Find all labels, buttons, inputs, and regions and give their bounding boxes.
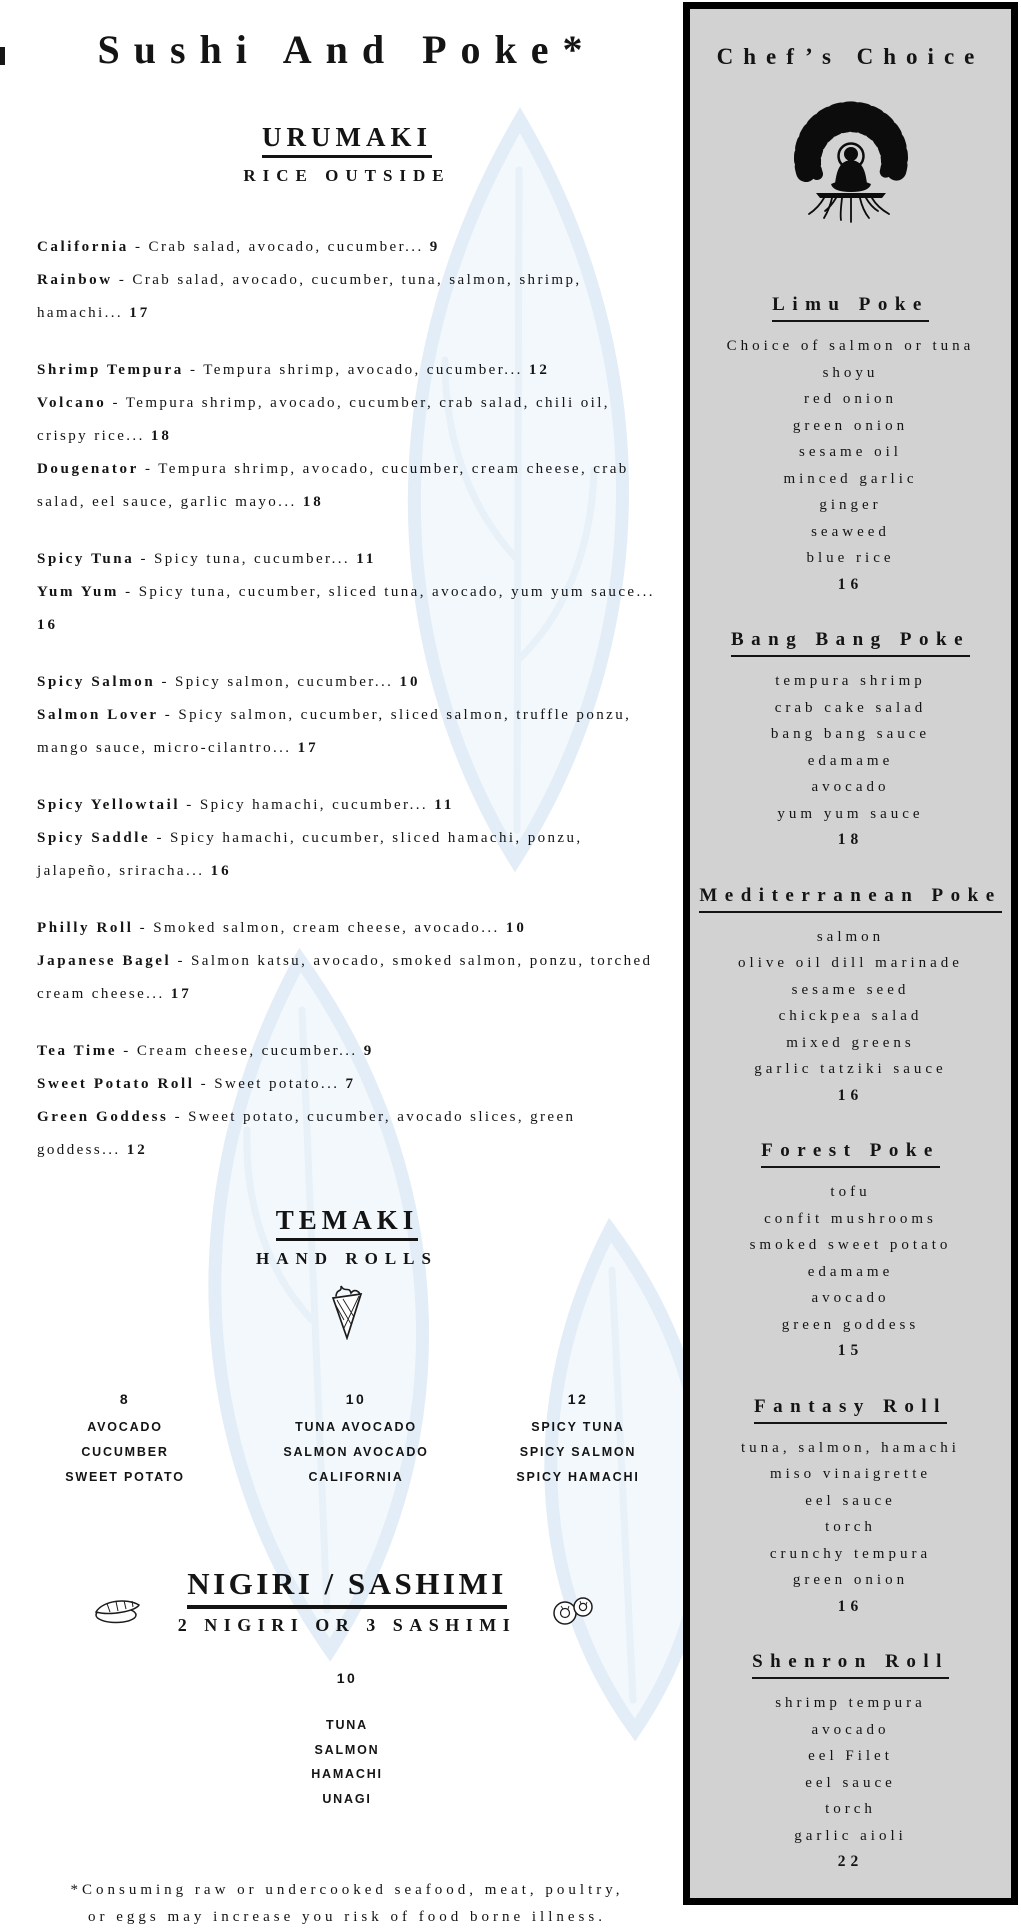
item-name: Philly Roll xyxy=(37,920,134,936)
chef-section-price: 15 xyxy=(837,1342,864,1359)
menu-item: Spicy Tuna - Spicy tuna, cucumber... 11 xyxy=(37,551,377,567)
chef-section-line: yum yum sauce xyxy=(777,805,924,822)
item-name: Salmon Lover xyxy=(37,707,159,723)
item-description: Spicy hamachi, cucumber... xyxy=(199,797,429,813)
page-title: Sushi And Poke* xyxy=(97,27,597,72)
urumaki-title-text: URUMAKI xyxy=(262,120,432,158)
nigiri-item: SALMON xyxy=(314,1742,380,1757)
nigiri-item-list xyxy=(37,1713,657,1811)
chef-section-line: miso vinaigrette xyxy=(769,1466,932,1482)
chef-section-line: tofu xyxy=(830,1184,871,1200)
item-price: 11 xyxy=(356,551,377,567)
chef-section-line: green goddess xyxy=(781,1316,920,1333)
item-price: 10 xyxy=(505,920,527,936)
urumaki-subtitle: RICE OUTSIDE xyxy=(243,166,451,185)
chefs-choice-title: Chef’s Choice xyxy=(716,44,985,69)
chef-section-line: avocado xyxy=(811,779,890,795)
menu-group xyxy=(37,789,657,888)
chef-section-title-text: Fantasy Roll xyxy=(754,1393,947,1424)
temaki-item: SPICY SALMON xyxy=(519,1445,637,1459)
menu-group xyxy=(37,666,657,765)
item-price: 17 xyxy=(129,305,151,321)
menu-item: Tea Time - Cream cheese, cucumber... 9 xyxy=(37,1043,375,1059)
chef-section-line: confit mushrooms xyxy=(764,1210,937,1227)
urumaki-item-list xyxy=(37,231,657,1167)
maki-roll-icon xyxy=(551,1594,595,1626)
nigiri-item: TUNA xyxy=(326,1718,368,1732)
chef-section-line: sesame seed xyxy=(791,981,910,998)
menu-item: Spicy Salmon - Spicy salmon, cucumber... 10 xyxy=(37,674,421,690)
chef-section-line: crab cake salad xyxy=(774,699,927,716)
temaki-subtitle: HAND ROLLS xyxy=(256,1249,438,1268)
nigiri-icon xyxy=(92,1594,142,1624)
menu-item: Spicy Yellowtail - Spicy hamachi, cucumber... 11 xyxy=(37,797,455,813)
item-price: 11 xyxy=(434,797,455,813)
bodhi-tree-buddha-logo xyxy=(786,100,916,226)
temaki-price: 12 xyxy=(567,1391,589,1407)
chef-section-line: tempura shrimp xyxy=(775,673,926,689)
chef-section-line: blue rice xyxy=(806,550,895,566)
temaki-item: SALMON AVOCADO xyxy=(283,1445,429,1459)
chef-section-line: Choice of salmon or tuna xyxy=(726,338,975,354)
temaki-price: 10 xyxy=(345,1391,367,1407)
chef-section-title-text: Mediterranean Poke xyxy=(699,882,1001,913)
temaki-cone-wrap xyxy=(37,1284,657,1345)
chef-section-line: smoked sweet potato xyxy=(749,1237,952,1253)
nigiri-title-text: NIGIRI / SASHIMI xyxy=(187,1564,507,1609)
chef-section-line: chickpea salad xyxy=(778,1008,923,1024)
item-price: 7 xyxy=(345,1076,357,1092)
chef-section-line: ginger xyxy=(819,497,882,513)
item-price: 17 xyxy=(170,986,192,1002)
chef-section-price: 22 xyxy=(837,1853,864,1870)
chef-section-title xyxy=(690,1648,1011,1679)
temaki-price: 8 xyxy=(119,1391,131,1407)
chef-section-title xyxy=(690,626,1011,657)
menu-item: Spicy Saddle - Spicy hamachi, cucumber, sliced hamachi, ponzu, jalapeño, sriracha... 16 xyxy=(37,830,583,879)
chef-section-line: bang bang sauce xyxy=(770,726,931,742)
item-price: 17 xyxy=(297,740,319,756)
menu-item: Rainbow - Crab salad, avocado, cucumber, tuna, salmon, shrimp, hamachi... 17 xyxy=(37,272,582,321)
chef-section-line: eel sauce xyxy=(805,1774,896,1791)
nigiri-item: HAMACHI xyxy=(311,1767,383,1781)
temaki-item: CUCUMBER xyxy=(81,1445,169,1459)
chef-section-title-text: Limu Poke xyxy=(772,291,929,322)
item-description: Spicy salmon, cucumber... xyxy=(175,674,394,690)
menu-item: Yum Yum - Spicy tuna, cucumber, sliced tuna, avocado, yum yum sauce... 16 xyxy=(37,584,655,633)
item-description: Cream cheese, cucumber... xyxy=(136,1043,358,1059)
temaki-section-head xyxy=(37,1203,657,1345)
chef-section xyxy=(690,291,1011,598)
nigiri-item: UNAGI xyxy=(322,1791,372,1806)
menu-group xyxy=(37,231,657,330)
item-description: Tempura shrimp, avocado, cucumber, crab salad, chili oil, crispy rice... xyxy=(37,395,610,444)
chef-section-line: seaweed xyxy=(811,523,890,540)
menu-item: Green Goddess - Sweet potato, cucumber, avocado slices, green goddess... 12 xyxy=(37,1109,576,1158)
footnote-line-2: or eggs may increase you risk of food borne illness. xyxy=(88,1909,606,1925)
menu-item: Salmon Lover - Spicy salmon, cucumber, sliced salmon, truffle ponzu, mango sauce, micro-cilantro... 17 xyxy=(37,707,632,756)
item-description: Spicy tuna, cucumber, sliced tuna, avocado, yum yum sauce... xyxy=(138,584,655,600)
bodhi-logo-wrap xyxy=(690,100,1011,231)
item-name: Yum Yum xyxy=(37,584,119,600)
chef-section xyxy=(690,1393,1011,1621)
item-name: Shrimp Tempura xyxy=(37,362,184,378)
menu-group xyxy=(37,354,657,519)
chef-section xyxy=(690,882,1011,1110)
item-description: Spicy hamachi, cucumber, sliced hamachi, ponzu, jalapeño, sriracha... xyxy=(37,830,583,879)
footnote-line-1: *Consuming raw or undercooked seafood, meat, poultry, xyxy=(70,1882,624,1898)
chef-section-line: edamame xyxy=(807,1263,894,1280)
item-name: Sweet Potato Roll xyxy=(37,1076,195,1092)
chef-section-line: red onion xyxy=(803,391,898,407)
chef-section-title xyxy=(690,882,1011,913)
chef-section-line: torch xyxy=(825,1801,876,1817)
chef-section-line: avocado xyxy=(811,1721,890,1738)
chef-section-line: eel sauce xyxy=(805,1492,896,1509)
nigiri-price: 10 xyxy=(336,1670,358,1686)
chef-section-price: 18 xyxy=(837,831,864,848)
footnote xyxy=(37,1877,657,1931)
item-description: Crab salad, avocado, cucumber, tuna, salmon, shrimp, hamachi... xyxy=(37,272,582,321)
item-name: Spicy Saddle xyxy=(37,830,151,846)
chef-section xyxy=(690,1137,1011,1365)
item-description: Smoked salmon, cream cheese, avocado... xyxy=(153,920,500,936)
temaki-item: TUNA AVOCADO xyxy=(295,1420,417,1434)
chef-section-line: green onion xyxy=(792,417,909,434)
item-description: Sweet potato... xyxy=(214,1076,340,1092)
menu-item: Philly Roll - Smoked salmon, cream cheese, avocado... 10 xyxy=(37,920,527,936)
chef-section-line: tuna, salmon, hamachi xyxy=(741,1439,960,1456)
chef-section-title xyxy=(690,1137,1011,1168)
chef-section-line: garlic tatziki sauce xyxy=(754,1061,947,1077)
chef-section-title-text: Forest Poke xyxy=(761,1137,940,1168)
item-price: 12 xyxy=(528,362,550,378)
item-description: Spicy tuna, cucumber... xyxy=(154,551,351,567)
urumaki-section-head xyxy=(37,120,657,187)
menu-item: Volcano - Tempura shrimp, avocado, cucumber, crab salad, chili oil, crispy rice... 18 xyxy=(37,395,610,444)
item-price: 16 xyxy=(37,617,58,633)
menu-item: Japanese Bagel - Salmon katsu, avocado, smoked salmon, ponzu, torched cream cheese... 17 xyxy=(37,953,653,1002)
item-name: Dougenator xyxy=(37,461,139,477)
chef-section-line: shoyu xyxy=(822,364,879,381)
temaki-column xyxy=(37,1389,213,1490)
item-name: Green Goddess xyxy=(37,1109,169,1125)
chef-section-line: avocado xyxy=(811,1290,890,1306)
chef-section-price: 16 xyxy=(837,575,864,593)
chef-section-line: edamame xyxy=(807,752,894,769)
item-description: Tempura shrimp, avocado, cucumber, cream cheese, crab salad, eel sauce, garlic mayo... xyxy=(37,461,629,510)
chef-section xyxy=(690,626,1011,854)
menu-group xyxy=(37,543,657,642)
item-description: Tempura shrimp, avocado, cucumber... xyxy=(203,362,523,378)
chef-section xyxy=(690,1648,1011,1876)
item-price: 9 xyxy=(429,239,441,255)
chef-section-title-text: Shenron Roll xyxy=(752,1648,949,1679)
item-price: 10 xyxy=(399,674,421,690)
item-name: Spicy Yellowtail xyxy=(37,797,181,813)
nigiri-section-head xyxy=(37,1564,657,1637)
chef-section-price: 16 xyxy=(837,1597,864,1615)
menu-group xyxy=(37,912,657,1011)
chef-section-line: olive oil dill marinade xyxy=(738,955,963,971)
chef-section-line: eel Filet xyxy=(808,1748,893,1764)
item-description: Spicy salmon, cucumber, sliced salmon, truffle ponzu, mango sauce, micro-cilantro... xyxy=(37,707,632,756)
menu-item: Sweet Potato Roll - Sweet potato... 7 xyxy=(37,1076,357,1092)
chef-section-price: 16 xyxy=(837,1086,864,1104)
chef-section-line: salmon xyxy=(816,928,885,945)
chef-section-title-text: Bang Bang Poke xyxy=(731,626,970,657)
urumaki-title xyxy=(37,120,657,158)
item-description: Sweet potato, cucumber, avocado slices, green goddess... xyxy=(37,1109,576,1158)
item-price: 9 xyxy=(363,1043,375,1059)
chef-section-line: garlic aioli xyxy=(794,1827,907,1844)
item-price: 12 xyxy=(126,1142,148,1158)
item-name: California xyxy=(37,239,129,255)
temaki-item: AVOCADO xyxy=(87,1420,163,1434)
chef-section-line: minced garlic xyxy=(783,470,918,487)
temaki-item: SPICY HAMACHI xyxy=(516,1470,640,1484)
item-description: Salmon katsu, avocado, smoked salmon, ponzu, torched cream cheese... xyxy=(37,953,653,1002)
temaki-item: CALIFORNIA xyxy=(308,1470,404,1484)
chef-section-line: green onion xyxy=(792,1572,909,1588)
menu-item: Shrimp Tempura - Tempura shrimp, avocado, cucumber... 12 xyxy=(37,362,550,378)
chef-section-title xyxy=(690,291,1011,322)
menu-group xyxy=(37,1035,657,1167)
chef-section-line: shrimp tempura xyxy=(775,1695,926,1711)
nigiri-subtitle: 2 NIGIRI OR 3 SASHIMI xyxy=(177,1615,517,1635)
chef-section-line: torch xyxy=(825,1519,876,1535)
item-description: Crab salad, avocado, cucumber... xyxy=(148,239,424,255)
chef-section-title xyxy=(690,1393,1011,1424)
temaki-item: SWEET POTATO xyxy=(65,1470,185,1484)
item-name: Spicy Tuna xyxy=(37,551,135,567)
temaki-cone-icon xyxy=(328,1284,366,1340)
menu-item: California - Crab salad, avocado, cucumber... 9 xyxy=(37,239,441,255)
item-name: Japanese Bagel xyxy=(37,953,172,969)
chef-section-line: sesame oil xyxy=(799,444,902,460)
item-name: Tea Time xyxy=(37,1043,118,1059)
temaki-item: SPICY TUNA xyxy=(531,1420,625,1434)
item-name: Rainbow xyxy=(37,272,113,288)
chef-section-line: mixed greens xyxy=(786,1034,915,1051)
chef-section-line: crunchy tempura xyxy=(769,1545,932,1562)
temaki-title-text: TEMAKI xyxy=(276,1203,419,1241)
item-name: Spicy Salmon xyxy=(37,674,156,690)
temaki-columns xyxy=(37,1389,657,1490)
menu-item: Dougenator - Tempura shrimp, avocado, cucumber, cream cheese, crab salad, eel sauce, garlic mayo... 18 xyxy=(37,461,629,510)
temaki-title xyxy=(37,1203,657,1241)
item-price: 16 xyxy=(210,863,232,879)
chefs-choice-panel xyxy=(683,2,1018,1905)
temaki-column xyxy=(213,1389,499,1490)
temaki-column xyxy=(499,1389,657,1490)
item-name: Volcano xyxy=(37,395,107,411)
item-price: 18 xyxy=(302,494,324,510)
page-edge-mark xyxy=(0,47,5,65)
chefs-sections xyxy=(690,291,1011,1876)
item-price: 18 xyxy=(150,428,172,444)
